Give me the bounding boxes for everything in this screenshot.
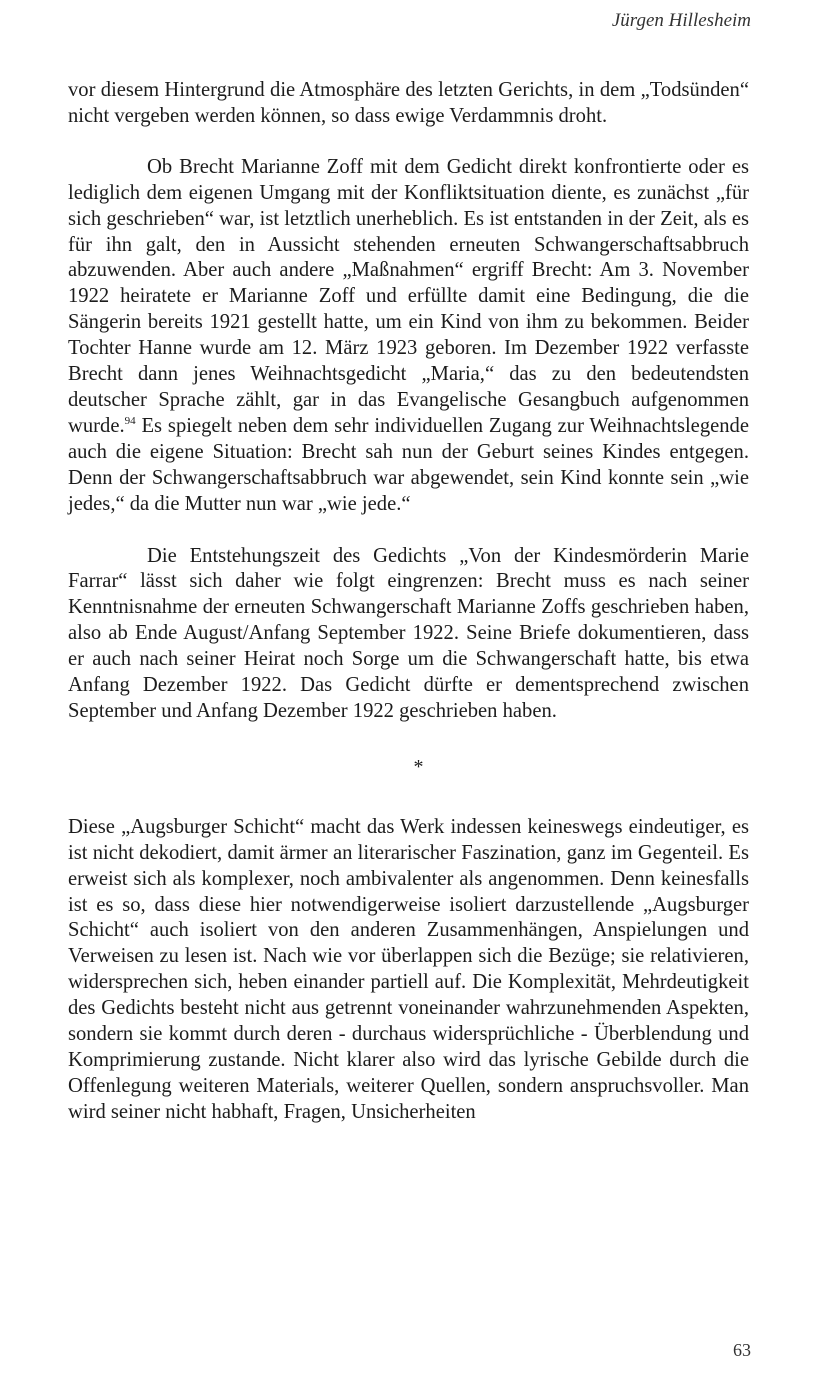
page-number: 63 bbox=[733, 1340, 751, 1360]
footnote-marker: 94 bbox=[124, 414, 136, 427]
paragraph-2-part-b: Es spiegelt neben dem sehr individuellen Zugang zur Weihnachtslegende auch die eigene Situation: Brecht sah nun der Geburt seines Kindes entgegen. Denn der Schwangerschaftsabbruch war abgewendet, sein Kind konnte sein „wie jedes,“ da die Mutter nun war „wie jede.“ bbox=[68, 414, 749, 515]
paragraph-4: Diese „Augsburger Schicht“ macht das Werk indessen keineswegs eindeutiger, es ist nicht dekodiert, damit ärmer an literarischer Faszination, ganz im Gegenteil. Es erweist sich als komplexer, noch ambivalenter als angenommen. Denn keinesfalls ist es so, dass diese hier notwendigerweise isoliert darzustellende „Augsburger Schicht“ auch isoliert von den anderen Zusammenhängen, Anspielungen und Verweisen zu lesen ist. Nach wie vor überlappen sich die Bezüge; sie relativieren, widersprechen sich, heben einander partiell auf. Die Komplexität, Mehrdeutigkeit des Gedichts besteht nicht aus getrennt voneinander wahrzunehmenden Aspekten, sondern sie kommt durch deren - durchaus widersprüchliche - Überblendung und Komprimierung zustande. Nicht klarer also wird das lyrische Gebilde durch die Offenlegung weiteren Materials, weiterer Quellen, sondern anspruchsvoller. Man wird seiner nicht habhaft, Fragen, Unsicherheiten bbox=[68, 815, 749, 1123]
running-head: Jürgen Hillesheim bbox=[611, 10, 751, 31]
paragraph-2 bbox=[68, 155, 749, 518]
paragraph-1: vor diesem Hintergrund die Atmosphäre des letzten Gerichts, in dem „Todsünden“ nicht vergeben werden können, so dass ewige Verdammnis droht. bbox=[68, 79, 749, 127]
body-text bbox=[68, 78, 749, 1126]
paragraph-3: Die Entstehungszeit des Gedichts „Von der Kindesmörderin Marie Farrar“ lässt sich daher wie folgt eingrenzen: Brecht muss es nach seiner Kenntnisnahme der erneuten Schwangerschaft Marianne Zoffs geschrieben haben, also ab Ende August/Anfang September 1922. Seine Briefe dokumentieren, dass er auch nach seiner Heirat noch Sorge um die Schwangerschaft hatte, bis etwa Anfang Dezember 1922. Das Gedicht dürfte er dementsprechend zwischen September und Anfang Dezember 1922 geschrieben haben. bbox=[68, 544, 749, 722]
paragraph-2-part-a: Ob Brecht Marianne Zoff mit dem Gedicht direkt konfrontierte oder es lediglich dem eigenen Umgang mit der Konfliktsituation diente, es zunächst „für sich geschrieben“ war, ist letztlich unerheblich. Es ist entstanden in der Zeit, als es für ihn galt, den in Aussicht stehenden erneuten Schwangerschaftsabbruch abzuwenden. Aber auch andere „Maßnahmen“ ergriff Brecht: Am 3. November 1922 heiratete er Marianne Zoff und erfüllte damit eine Bedingung, die die Sängerin bereits 1921 gestellt hatte, um ein Kind von ihm zu bekommen. Beider Tochter Hanne wurde am 12. März 1923 geboren. Im Dezember 1922 verfasste Brecht dann jenes Weihnachtsgedicht „Maria,“ das zu den bedeutendsten deutscher Sprache zählt, gar in das Evangelische Gesangbuch aufgenommen wurde. bbox=[68, 155, 749, 437]
section-separator: * bbox=[413, 755, 424, 778]
